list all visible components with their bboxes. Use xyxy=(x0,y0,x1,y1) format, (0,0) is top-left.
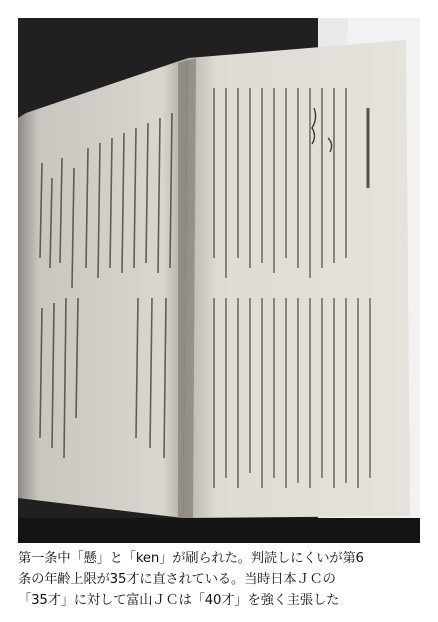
left-page xyxy=(18,58,188,518)
caption-line: 第一条中「懸」と「ken」が刷られた。判読しにくいが第6 xyxy=(18,551,364,566)
caption-line: 条の年齢上限が35才に直されている。当時日本ＪＣの xyxy=(18,572,336,587)
booklet-illustration xyxy=(18,18,420,543)
right-page xyxy=(183,40,410,518)
photo-caption xyxy=(18,548,422,611)
document-photo xyxy=(18,18,420,543)
caption-line: 「35才」に対して富山ＪＣは「40才」を強く主張した xyxy=(18,593,340,608)
